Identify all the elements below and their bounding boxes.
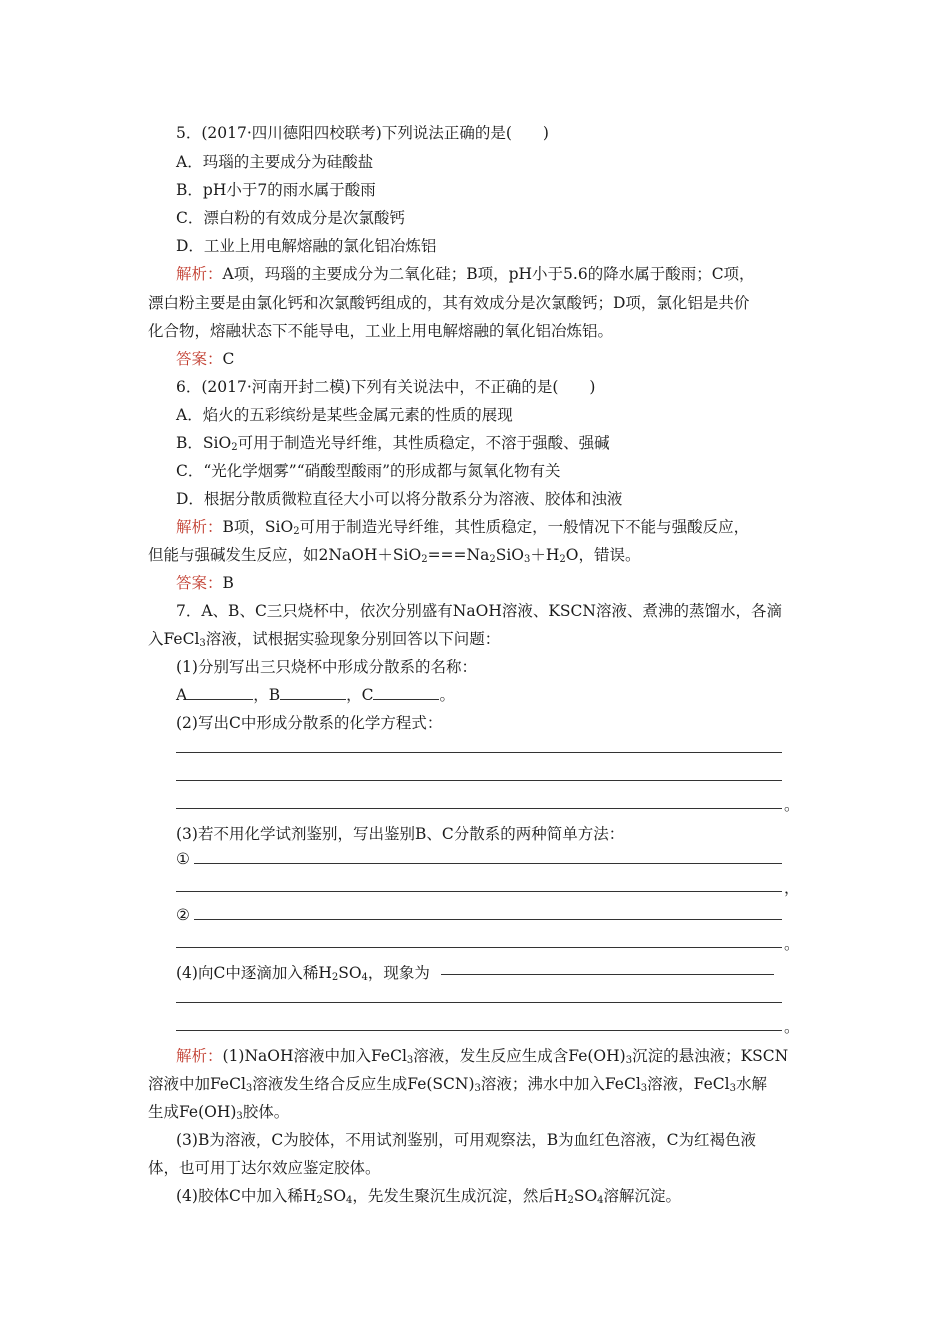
comma: ，	[784, 879, 800, 897]
q6-analysis-line-2: 但能与强碱发生反应，如$2NaOH+SiO_2===Na_2SiO_3+H_2O$，错误。	[148, 546, 641, 565]
q5-analysis-line-3: 化合物，熔融状态下不能导电，工业上用电解熔融的氧化铝冶炼铝。	[148, 322, 614, 340]
answer-line[interactable]	[176, 1002, 782, 1003]
period: 。	[784, 796, 800, 814]
q5-stem: 5．(2017·四川德阳四校联考)下列说法正确的是( )	[176, 124, 549, 142]
q6-analysis-line-1: 解析：B项，SiO$_2$可用于制造光导纤维，其性质稳定，一般情况下不能与强酸反应，	[176, 518, 750, 537]
q7-analysis-line-3: 生成$Fe(OH)_3$胶体。	[148, 1103, 290, 1122]
answer-blank-b[interactable]	[280, 685, 346, 700]
answer-line[interactable]	[194, 919, 782, 920]
answer-line[interactable]	[194, 863, 782, 864]
answer-line[interactable]	[441, 974, 774, 975]
q5-option-d: D．工业上用电解熔融的氯化铝冶炼铝	[176, 237, 437, 255]
q7-part-3: (3)若不用化学试剂鉴别，写出鉴别B、C分散系的两种简单方法：	[176, 825, 625, 843]
q7-part-4: (4)向C中逐滴加入稀$H_2SO_4$，现象为	[176, 964, 430, 983]
method-1-marker: ①	[176, 850, 190, 868]
q6-option-d: D．根据分散质微粒直径大小可以将分散系分为溶液、胶体和浊液	[176, 490, 623, 508]
q7-part-1-blanks: A ，B ，C 。	[176, 686, 455, 704]
method-2-marker: ②	[176, 906, 190, 924]
q6-option-b: B．SiO$_2$可用于制造光导纤维，其性质稳定，不溶于强酸、强碱	[176, 434, 610, 453]
q5-option-a: A．玛瑙的主要成分为硅酸盐	[176, 153, 374, 171]
q5-answer: 答案：C	[176, 350, 235, 368]
answer-label: 答案：	[176, 350, 223, 368]
q6-option-a: A．焰火的五彩缤纷是某些金属元素的性质的展现	[176, 406, 513, 424]
q7-stem-line-2: 入FeCl$_3$溶液，试根据实验现象分别回答以下问题：	[148, 630, 501, 649]
q5-analysis-line-1: 解析：A项，玛瑙的主要成分为二氧化硅；B项，pH小于5.6的降水属于酸雨；C项，	[176, 265, 755, 283]
q7-analysis-line-2: 溶液中加FeCl$_3$溶液发生络合反应生成$Fe(SCN)_3$溶液；沸水中加入FeCl$_3$溶液，FeCl$_3$水解	[148, 1075, 767, 1094]
answer-line[interactable]	[176, 1030, 782, 1031]
q5-option-b: B．pH小于7的雨水属于酸雨	[176, 181, 376, 199]
q7-analysis-line-5: 体，也可用丁达尔效应鉴定胶体。	[148, 1159, 381, 1177]
q7-part-2: (2)写出C中形成分散系的化学方程式：	[176, 714, 443, 732]
answer-blank-a[interactable]	[187, 685, 253, 700]
answer-line[interactable]	[176, 947, 782, 948]
answer-blank-c[interactable]	[373, 685, 439, 700]
period: 。	[784, 1018, 800, 1036]
answer-line[interactable]	[176, 752, 782, 753]
answer-line[interactable]	[176, 891, 782, 892]
answer-label: 答案：	[176, 574, 223, 592]
q6-stem: 6．(2017·河南开封二模)下列有关说法中，不正确的是( )	[176, 378, 596, 396]
q7-analysis-line-1: 解析：(1)NaOH溶液中加入FeCl$_3$溶液，发生反应生成含$Fe(OH)_3$沉淀的悬浊液；KSCN	[176, 1047, 789, 1066]
q6-answer: 答案：B	[176, 574, 234, 592]
period: 。	[784, 935, 800, 953]
analysis-label: 解析：	[176, 1047, 223, 1065]
q5-analysis-line-2: 漂白粉主要是由氯化钙和次氯酸钙组成的，其有效成分是次氯酸钙；D项，氯化铝是共价	[148, 294, 750, 312]
answer-line[interactable]	[176, 780, 782, 781]
q5-option-c: C．漂白粉的有效成分是次氯酸钙	[176, 209, 405, 227]
q7-stem-line-1: 7．A、B、C三只烧杯中，依次分别盛有NaOH溶液、KSCN溶液、煮沸的蒸馏水，各滴	[176, 602, 782, 620]
q7-analysis-line-6: (4)胶体C中加入稀$H_2SO_4$，先发生聚沉生成沉淀，然后$H_2SO_4$溶解沉淀。	[176, 1187, 682, 1206]
analysis-label: 解析：	[176, 518, 223, 536]
q7-part-1: (1)分别写出三只烧杯中形成分散系的名称：	[176, 658, 477, 676]
answer-line[interactable]	[176, 808, 782, 809]
q6-option-c: C．“光化学烟雾”“硝酸型酸雨”的形成都与氮氧化物有关	[176, 462, 561, 480]
q7-analysis-line-4: (3)B为溶液，C为胶体，不用试剂鉴别，可用观察法，B为血红色溶液，C为红褐色液	[176, 1131, 756, 1149]
analysis-label: 解析：	[176, 265, 223, 283]
